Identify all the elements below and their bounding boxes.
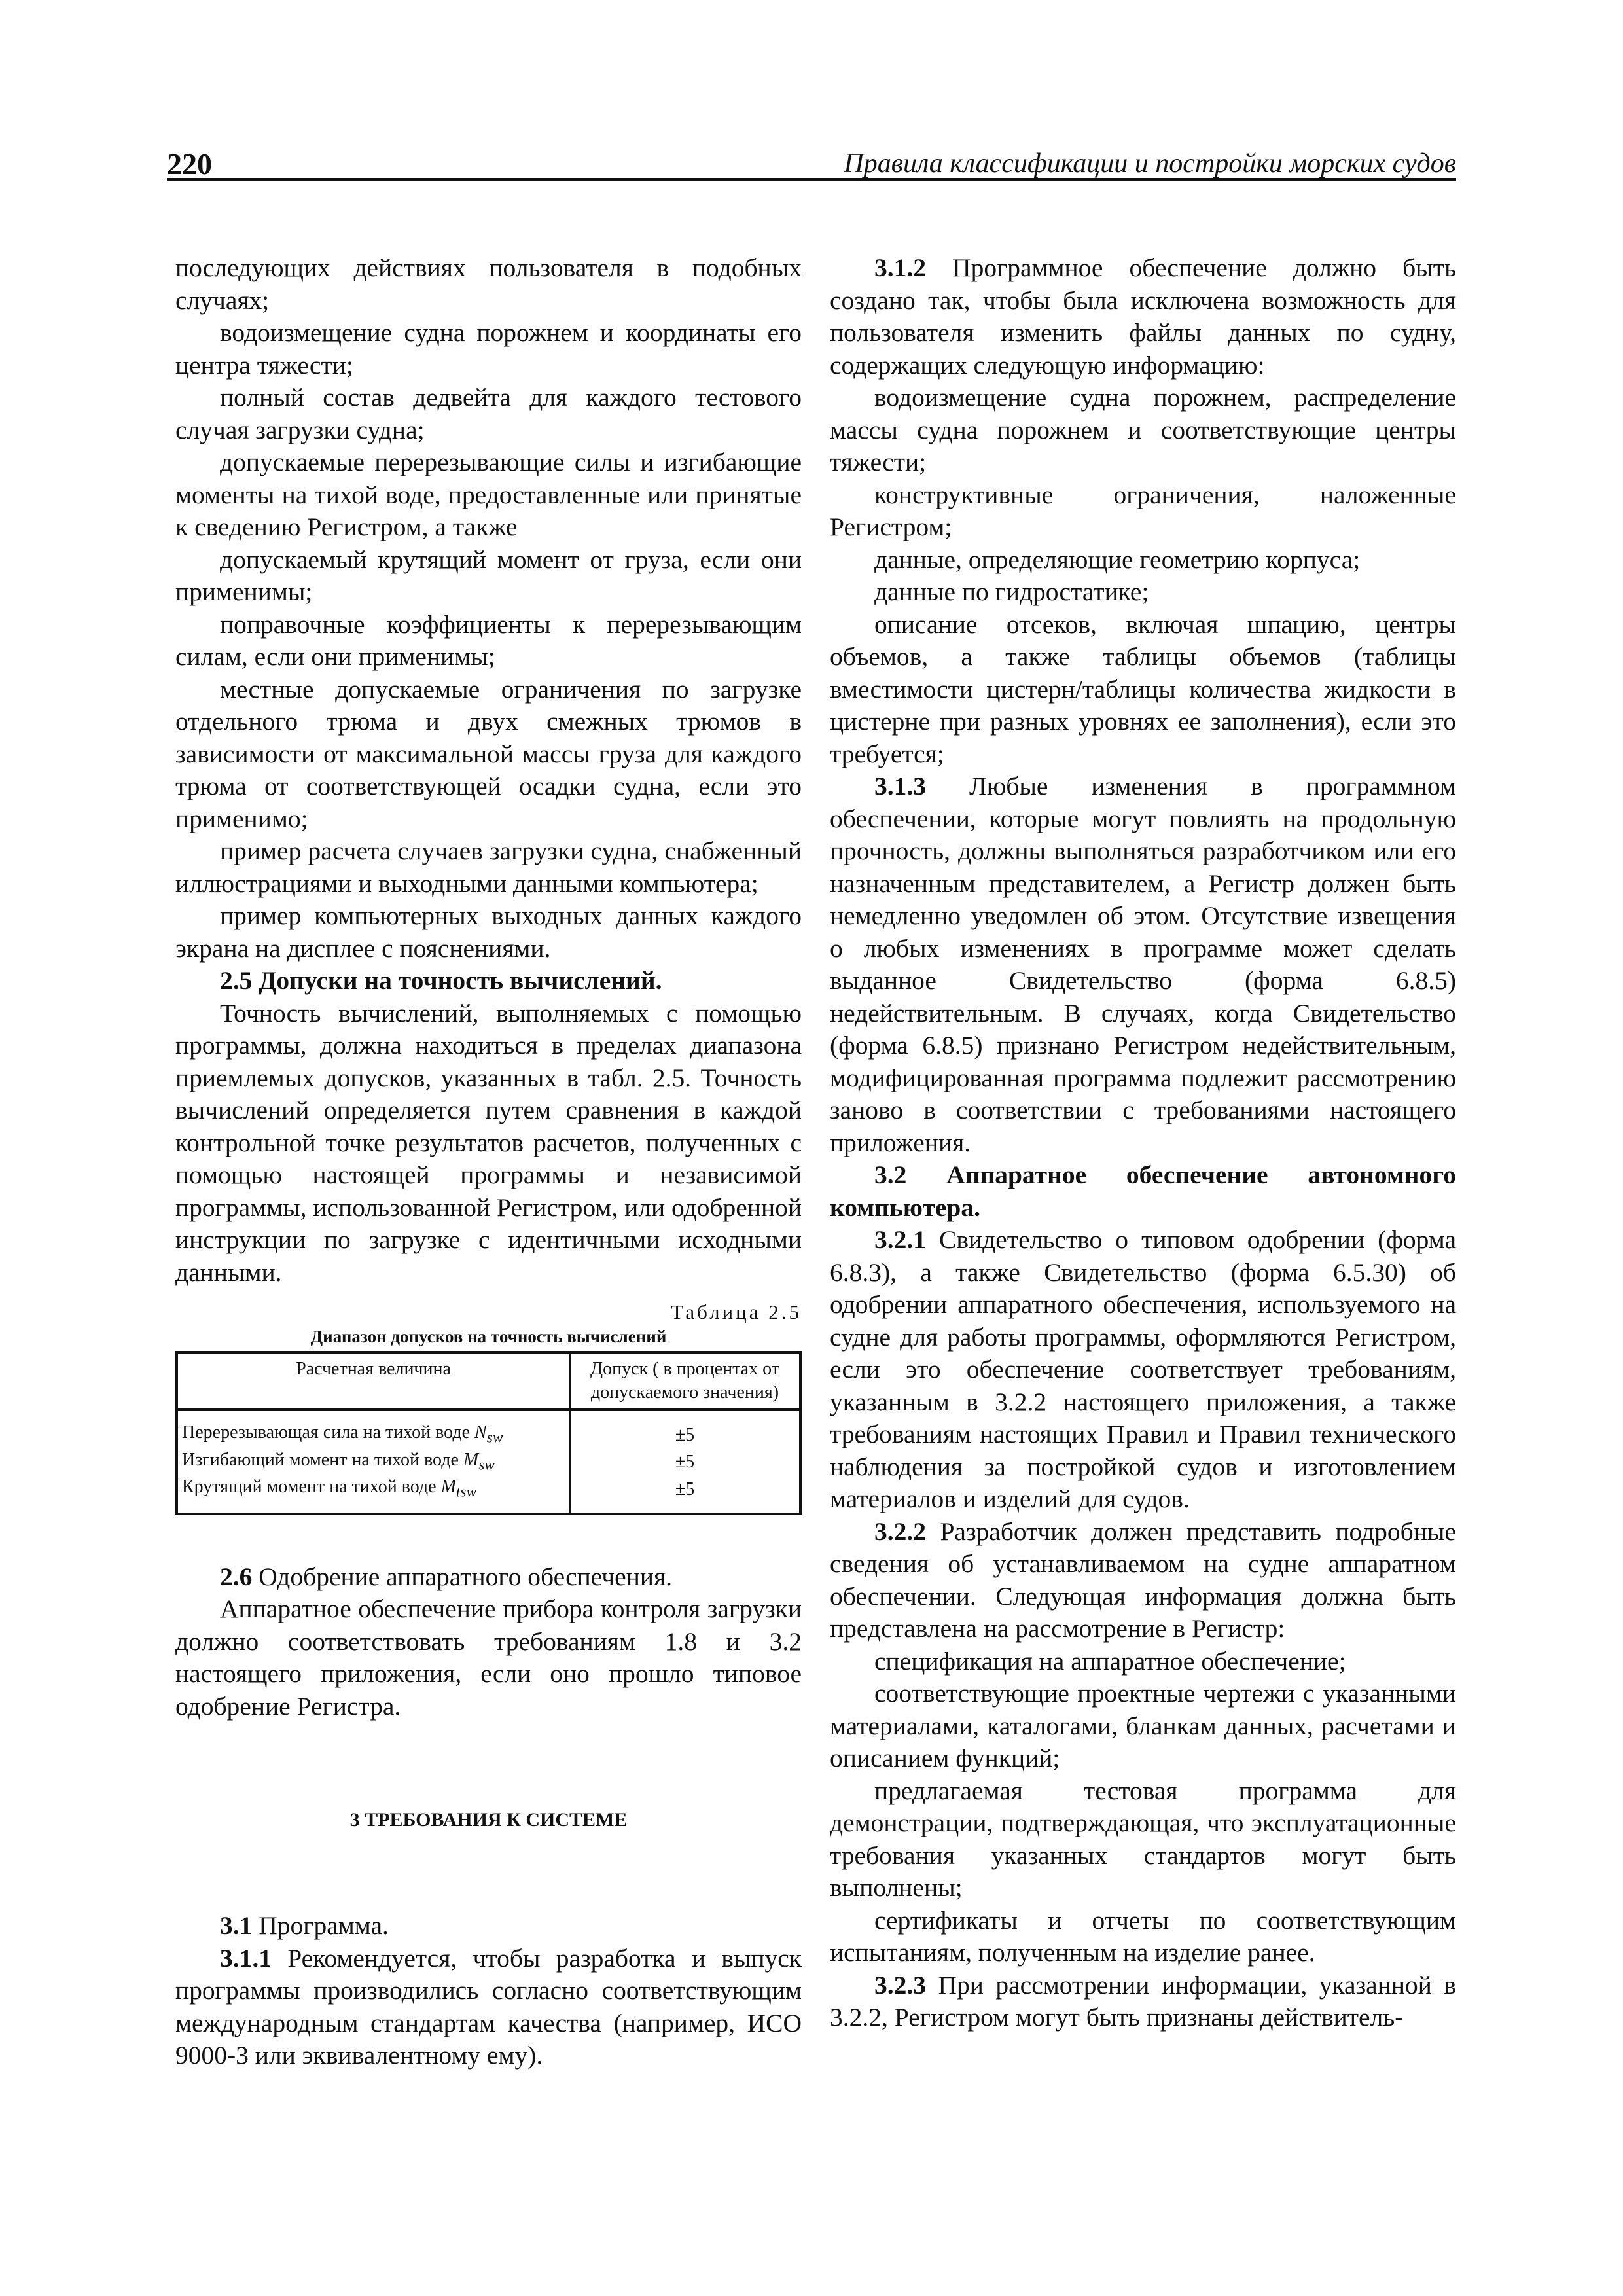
list-item: допускаемые перерезывающие силы и изгибающие моменты на тихой воде, предоставленные или принятые к сведению Регистром, а также (175, 448, 802, 541)
table-row (177, 1449, 800, 1477)
section-number: 3.2.1 (874, 1225, 926, 1254)
section-title: Аппаратное обеспечение автономного компьютера. (830, 1160, 1456, 1222)
list-item: предлагаемая тестовая программа для демонстрации, подтверждающая, что эксплуатационные требования указанных стандартов могут быть выполнены; (830, 1776, 1456, 1902)
table-cell: ±5 (570, 1449, 801, 1477)
section-number: 2.6 (220, 1562, 253, 1591)
list-item: местные допускаемые ограничения по загрузке отдельного трюма и двух смежных трюмов в зависимости от максимальной массы груза для каждого трюма от соответствующей осадки судна, если это применимо; (175, 674, 802, 833)
list-item: описание отсеков, включая шпацию, центры объемов, а также таблицы объемов (таблицы вместимости цистерн/таблицы количества жидкости в цистерне при разных уровнях ее заполнения), если это требуется; (830, 609, 1456, 768)
table-row (177, 1476, 800, 1514)
table-cell: ±5 (570, 1410, 801, 1449)
section-number: 3.1.3 (874, 772, 926, 800)
list-item: соответствующие проектные чертежи с указанными материалами, каталогами, бланкам данных, расчетами и описанием функций; (830, 1679, 1456, 1772)
symbol: M (463, 1449, 479, 1470)
symbol-subscript: sw (478, 1456, 495, 1474)
table-cell: Перерезывающая сила на тихой воде $N_{sw}$ (177, 1410, 570, 1449)
running-title: Правила классификации и постройки морских судов (844, 149, 1456, 179)
list-item: водоизмещение судна порожнем и координаты его центра тяжести; (175, 318, 802, 380)
list-item: водоизмещение судна порожнем, распределение массы судна порожнем и соответствующие центры тяжести; (830, 383, 1456, 476)
table-title: Диапазон допусков на точность вычислений (310, 1327, 667, 1346)
paragraph: Аппаратное обеспечение прибора контроля загрузки должно соответствовать требованиям 1.8 и 3.2 настоящего приложения, если оно прошло типовое одобрение Регистра. (175, 1594, 802, 1721)
section-3-title: 3 ТРЕБОВАНИЯ К СИСТЕМЕ (349, 1809, 628, 1831)
list-item: допускаемый крутящий момент от груза, если они применимы; (175, 545, 802, 606)
section-title: Программа. (259, 1911, 389, 1941)
page-header (167, 137, 1456, 181)
section-3-1-2: 3.1.2 Программное обеспечение должно быть создано так, чтобы была исключена возможность для пользователя изменить файлы данных по судну, содержащих следующую информацию: (830, 253, 1456, 380)
symbol: M (440, 1477, 456, 1498)
section-number: 2.5 (220, 966, 253, 995)
section-3-1-heading (175, 1910, 802, 1943)
list-item: данные, определяющие геометрию корпуса; (874, 545, 1361, 574)
section-3-1-3: 3.1.3 Любые изменения в программном обеспечении, которые могут повлиять на продольную прочность, должны выполняться разработчиком или его назначенным представителем, а Регистр должен быть немедленно уведомлен об этом. Отсутствие извещения о любых изменениях в программе может сделать выданное Свидетельство (форма 6.8.5) недействительным. В случаях, когда Свидетельство (форма 6.8.5) признано Регистром недействительным, модифицированная программа подлежит рассмотрению заново в соответствии с требованиями настоящего приложения. (830, 772, 1456, 1157)
section-number: 3.2 (874, 1160, 907, 1189)
section-3-2-1: 3.2.1 Свидетельство о типовом одобрении (форма 6.8.3), а также Свидетельство (форма 6.5.30) об одобрении аппаратного обеспечения, используемого на судне для работы программы, оформляются Регистром, если это обеспечение соответствует требованиям, указанным в 3.2.2 настоящего приложения, а также требованиям настоящих Правил и Правил технического наблюдения за постройкой судов и изготовлением материалов и изделий для судов. (830, 1225, 1456, 1513)
page-number: 220 (167, 147, 212, 181)
symbol-subscript: sw (486, 1429, 503, 1446)
paragraph: Точность вычислений, выполняемых с помощью программы, должна находиться в пределах диапазона приемлемых допусков, указанных в табл. 2.5. Точность вычислений определяется путем сравнения в каждой контрольной точке результатов расчетов, полученных с помощью настоящей программы и независимой программы, использованной Регистром, или одобренной инструкции по загрузке с идентичными исходными данными. (175, 998, 802, 1287)
list-item: полный состав дедвейта для каждого тестового случая загрузки судна; (175, 383, 802, 444)
section-3-2-3: 3.2.3 При рассмотрении информации, указанной в 3.2.2, Регистром могут быть признаны действитель- (830, 1970, 1456, 2032)
list-item: пример компьютерных выходных данных каждого экрана на дисплее с пояснениями. (175, 901, 802, 963)
table-caption: Таблица 2.5 (671, 1300, 802, 1323)
section-3-2-heading (830, 1159, 1456, 1224)
section-3-1-1: 3.1.1 Рекомендуется, чтобы разработка и выпуск программы производились согласно соответствующим международным стандартам качества (например, ИСО 9000-3 или эквивалентному ему). (175, 1943, 802, 2070)
symbol-subscript: tsw (455, 1483, 477, 1501)
section-3-2-2: 3.2.2 Разработчик должен представить подробные сведения об устанавливаемом на судне аппаратном обеспечении. Следующая информация должна быть представлена на рассмотрение в Регистр: (830, 1516, 1456, 1643)
list-item: сертификаты и отчеты по соответствующим испытаниям, полученным на изделие ранее. (830, 1905, 1456, 1967)
section-2-5-heading (175, 965, 802, 997)
right-column (830, 252, 1456, 2034)
symbol: N (474, 1422, 487, 1443)
list-item: данные по гидростатике; (874, 577, 1149, 606)
section-number: 3.2.2 (874, 1516, 926, 1546)
list-item: поправочные коэффициенты к перерезывающим силам, если они применимы; (175, 609, 802, 671)
table-row (177, 1410, 800, 1449)
table-cell: ±5 (570, 1476, 801, 1514)
list-item: пример расчета случаев загрузки судна, снабженный иллюстрациями и выходными данными компьютера; (175, 836, 802, 898)
table-header: Расчетная величина (177, 1352, 570, 1410)
section-2-6-heading (175, 1561, 802, 1594)
list-item: спецификация на аппаратное обеспечение; (874, 1646, 1346, 1676)
table-header: Допуск ( в процентах от допускаемого значения) (570, 1352, 801, 1410)
tolerance-table (175, 1351, 802, 1515)
left-column (175, 252, 802, 2072)
list-item: конструктивные ограничения, наложенные Регистром; (830, 480, 1456, 541)
paragraph: последующих действиях пользователя в подобных случаях; (175, 253, 802, 315)
table-cell: Крутящий момент на тихой воде $M_{tsw}$ (177, 1476, 570, 1514)
section-number: 3.1.1 (220, 1943, 272, 1973)
section-number: 3.1 (220, 1911, 253, 1941)
section-title: Допуски на точность вычислений. (259, 966, 662, 995)
section-number: 3.1.2 (874, 253, 926, 282)
section-number: 3.2.3 (874, 1970, 926, 2000)
section-title: Одобрение аппаратного обеспечения. (259, 1562, 673, 1591)
table-cell: Изгибающий момент на тихой воде $M_{sw}$ (177, 1449, 570, 1477)
